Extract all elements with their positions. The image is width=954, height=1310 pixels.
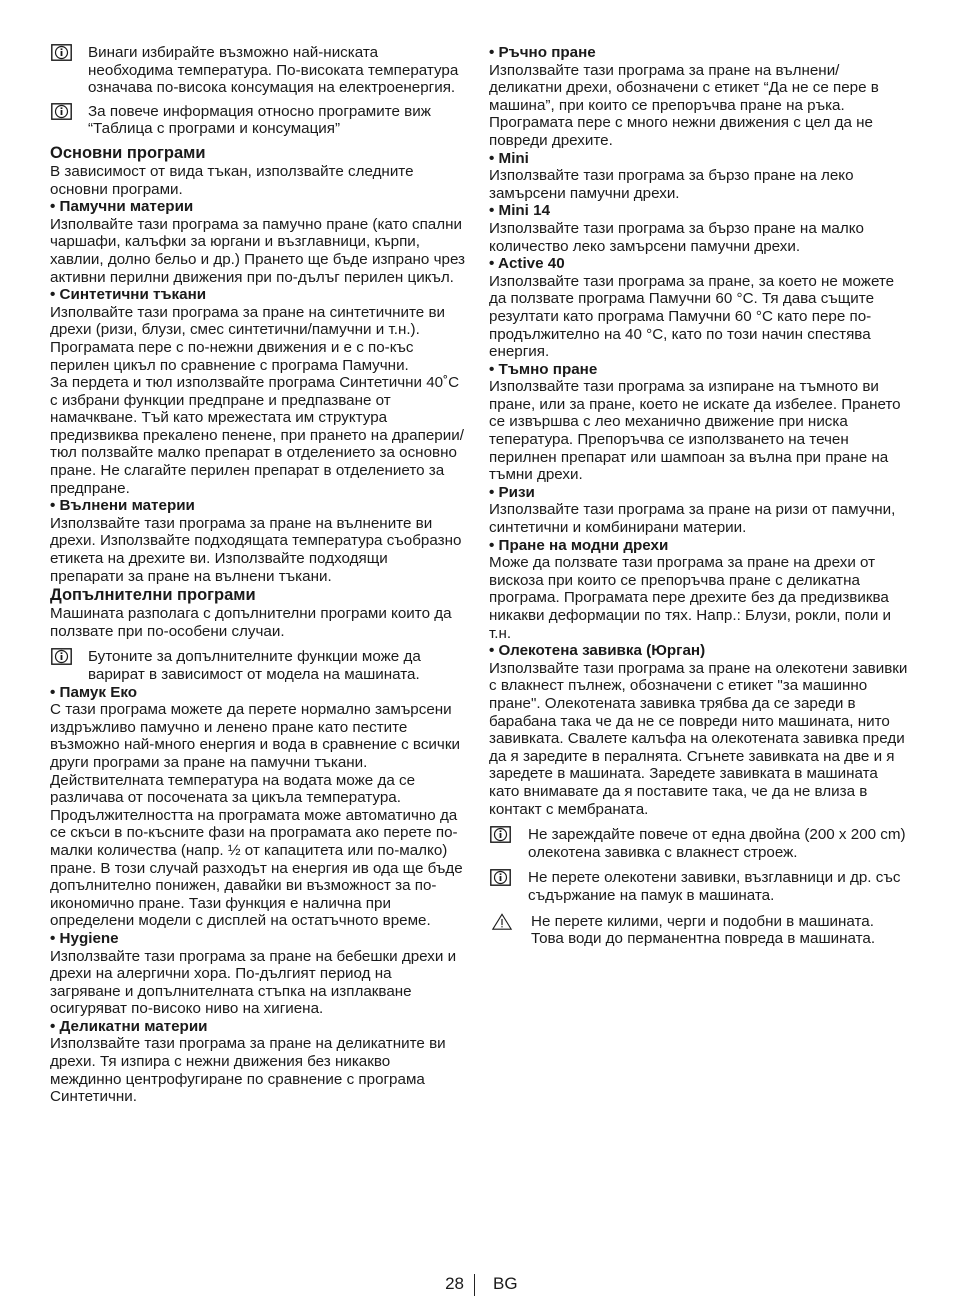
warning-triangle-icon: [490, 913, 514, 930]
note-text: За повече информация относно програмите виж “Таблица с програми и консумация”: [88, 102, 431, 138]
program-title-hygiene: • Hygiene: [50, 929, 119, 947]
paragraph: В зависимост от вида тъкан, използвайте следните основни програми.: [50, 162, 414, 198]
right-column: [489, 44, 909, 948]
program-title-duvet: • Олекотена завивка (Юрган): [489, 642, 706, 660]
program-text-hygiene: Използвайте тази програма за пране на бебешки дрехи и дрехи на алергични хора. По-дългият период на загряване и допълнителната стъпка на изплакване осигуряват по-високо ниво на хигиена.: [50, 947, 457, 1018]
paragraph: Машината разполага с допълнителни програми които да ползвате при по-особени случаи.: [50, 605, 452, 640]
program-title-cotton: • Памучни материи: [50, 198, 194, 216]
program-text-active-40: Използвайте тази програма за пране, за което не можете да ползвате програма Памучни 60 °C. Тя дава същите резултати като програма Памучни 60 °C като пере по-продължително на 40 °C, като по този начин спестява енергия.: [489, 272, 895, 361]
info-note: [50, 648, 465, 683]
info-note: [489, 826, 909, 861]
info-note: [489, 869, 909, 904]
program-title-wool: • Вълнени материи: [50, 497, 195, 515]
program-title-cotton-eco: • Памук Еко: [50, 683, 138, 701]
program-text-cotton: Изполвайте тази програма за памучно пране (като спални чаршафи, калъфки за юргани и възглавници, кърпи, хавлии, долно бельо и др.) Прането ще бъде изпрано чрез активни перилни движения при по-дълъг перилен цикъл.: [50, 215, 466, 286]
page-footer: [0, 1272, 954, 1296]
program-title-shirts: • Ризи: [489, 483, 535, 501]
program-text-delicates: Използвайте тази програма за пране на деликатните ви дрехи. Тя изпира с нежни движения без никакво междинно центрофугиране по сравнение с програма Синтетични.: [50, 1035, 446, 1106]
left-column: [50, 44, 465, 1106]
info-note: [50, 44, 465, 97]
note-text: Бутоните за допълнителните функции може да варират в зависимост от модела на машината.: [88, 648, 421, 683]
info-note: [50, 103, 465, 138]
program-text-dark-wash: Използвайте тази програма за изпиране на тъмното ви пране, или за пране, което не искате да избелее. Прането се извършва с лео механично движение при ниска тепература. Препоръчва се използването на течен перилнен препарат или шампоан за вълна при пране на тъмни дрехи.: [489, 378, 901, 484]
language-code: BG: [493, 1274, 518, 1293]
program-text-synthetics: Изполвайте тази програма за пране на синтетичните ви дрехи (ризи, блузи, смес синтетични/памучни и т.н.). Програмата пере с по-нежни движения и е с по-къс перилен цикъл по сравнение с програма Памучни.: [50, 303, 446, 374]
footer-divider: [474, 1274, 475, 1296]
program-text-synthetics-curtains: За пердета и тюл използвайте програма Синтетични 40˚C с избрани функции предпране и предпазване от намачкване. Тъй като мрежестата им структура предизвиква прекалено пенене, при прането на драперии/тюл ползвайте малко препарат в отделението за основно пране. Не слагайте перилен препарат в отделението за предпране.: [50, 374, 464, 497]
info-icon: [51, 103, 72, 120]
program-text-hand-wash: Използвайте тази програма за пране на вълнени/ деликатни дрехи, обозначени с етикет “Да не се пере в машина”, при които се препоръчва пране на ръка. Програмата пере с много нежни движения с цел да не повреди дрехите.: [489, 61, 879, 149]
info-icon: [51, 648, 72, 665]
program-text-mini: Използвайте тази програма за бързо пране на леко замърсени памучни дрехи.: [489, 167, 854, 202]
program-title-synthetics: • Синтетични тъкани: [50, 286, 207, 304]
program-text-wool: Използвайте тази програма за пране на вълнените ви дрехи. Използвайте подходящата температура съобразно етикета на дрехите ви. Използвайте подходящи препарати за пране на вълнени тъкани.: [50, 514, 462, 585]
program-title-dark-wash: • Тъмно пране: [489, 360, 598, 378]
page-number: 28: [445, 1274, 464, 1293]
program-text-shirts: Използвайте тази програма за пране на ризи от памучни, синтетични и комбинирани материи.: [489, 501, 896, 537]
program-title-delicates: • Деликатни материи: [50, 1017, 208, 1035]
info-icon: [51, 44, 72, 61]
warning-note: [489, 913, 909, 948]
section-heading-extra-programs: Допълнителни програми: [50, 586, 256, 605]
note-text: Не перете килими, черги и подобни в машината. Това води до перманентна повреда в машината.: [531, 912, 876, 948]
section-heading-basic-programs: Основни програми: [50, 143, 206, 162]
program-title-mini-14: • Mini 14: [489, 202, 551, 220]
note-text: Не зареждайте повече от една двойна (200 x 200 cm) олекотена завивка с влакнест строеж.: [528, 826, 906, 861]
program-text-mini-14: Използвайте тази програма за бързо пране на малко количество леко замърсени памучни дрехи.: [489, 219, 864, 255]
program-title-fashion: • Пране на модни дрехи: [489, 536, 669, 554]
info-icon: [490, 826, 511, 843]
note-text: Не перете олекотени завивки, възглавници и др. със съдържание на памук в машината.: [528, 869, 901, 904]
program-title-hand-wash: • Ръчно пране: [489, 44, 596, 61]
program-title-active-40: • Active 40: [489, 255, 565, 273]
program-text-duvet: Използвайте тази програма за пране на олекотени завивки с влакнест пълнеж, обозначени с етикет "за машинно пране". Олекотената завивка трябва да се зареди в барабана така че да не се повреди нито машината, нито завивката. Свалете калъфа на олекотената завивка преди да я заредите в пералнята. Сгънете завивката на две и я заредете в машината. Заредете завивката в машината като внимавате да я поставите така, че да не влиза в контакт с мембраната.: [489, 659, 908, 818]
info-icon: [490, 869, 511, 886]
program-title-mini: • Mini: [489, 149, 529, 167]
note-text: Винаги избирайте възможно най-ниската необходима температура. По-високата температура означава по-висока консумация на електроенергия.: [88, 44, 459, 97]
program-text-fashion: Може да ползвате тази програма за пране на дрехи от вискоза при които се препоръчва пране с деликатна програма. Програмата пере дрехите без да предизвиква никакви деформации по тях. Напр.: Блузи, рокли, поли и т.н.: [489, 554, 892, 642]
program-text-cotton-eco: С тази програма можете да перете нормално замърсени издръжливо памучно и ленено пране като пестите възможно най-много енергия и вода в сравнение с всички други програми за пране на памучни тъкани. Действителната температура на водата може да се различава от посочената за цикъла температура. Продължителността на програмата може автоматично да се скъси в по-късните фази на програмата ако перете по-малки количества (напр. ½ от капацитета или по-малко) пране. В този случай разходът на енергия ив ода ще бъде допълнително понижен, давайки ви възможност за по-икономично пране. Тази функция е налична при определени модели с дисплей на остатъчното време.: [50, 701, 463, 930]
